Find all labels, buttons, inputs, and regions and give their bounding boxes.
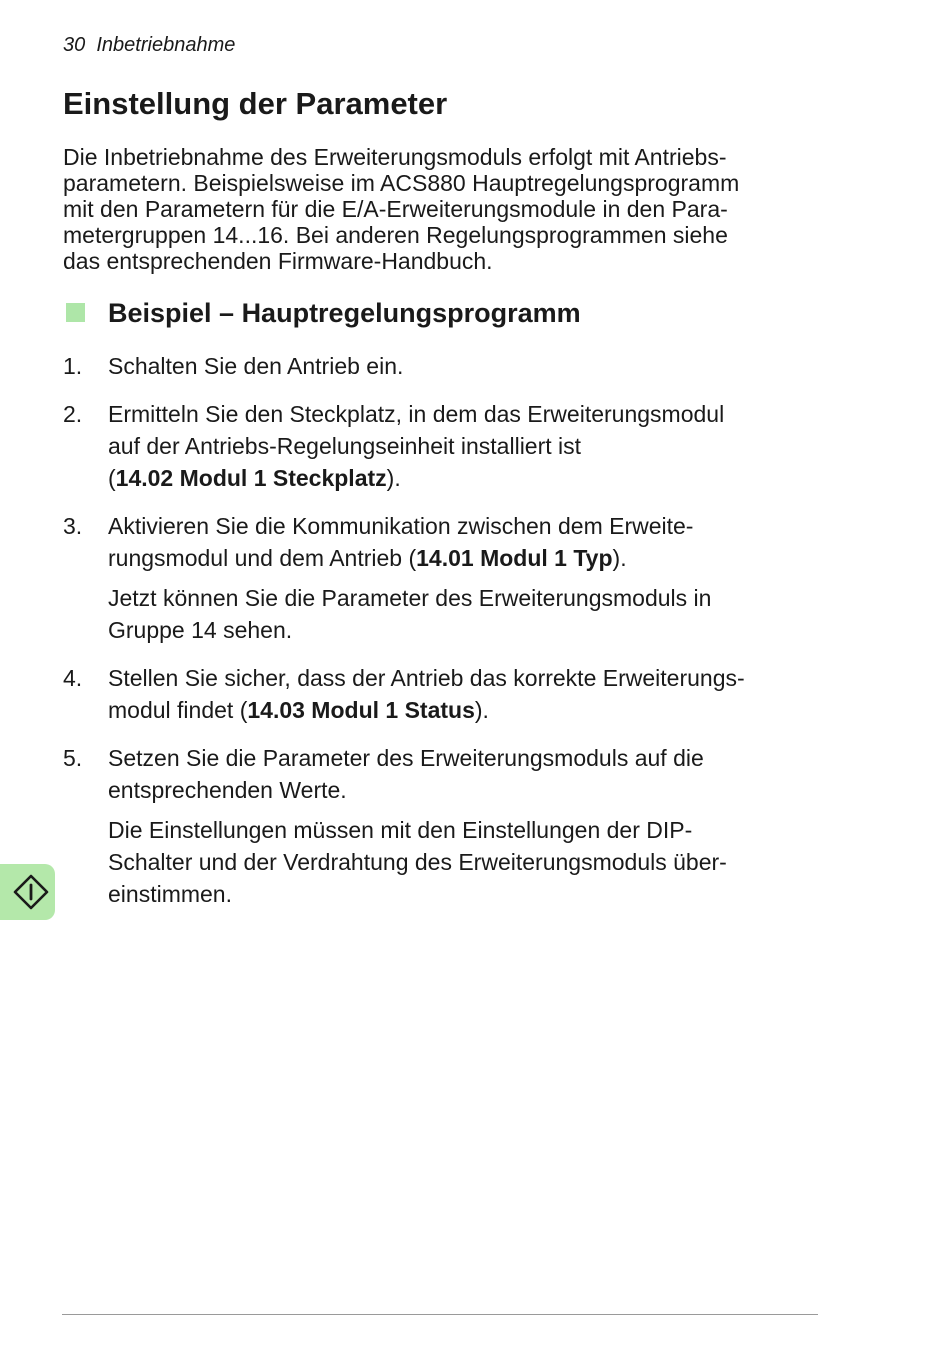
step-number: 2. bbox=[63, 401, 83, 427]
step-text: Stellen Sie sicher, dass der Antrieb das korrekte Erweiterungs- bbox=[108, 665, 745, 691]
start-up-icon bbox=[13, 874, 49, 910]
running-header bbox=[63, 34, 235, 57]
step-text bbox=[108, 462, 401, 494]
intro-line: metergruppen 14...16. Bei anderen Regelungsprogrammen siehe bbox=[63, 222, 728, 248]
parameter-reference: 14.02 Modul 1 Steckplatz bbox=[115, 465, 387, 491]
step-number: 5. bbox=[63, 745, 83, 771]
intro-line: parametern. Beispielsweise im ACS880 Hauptregelungsprogramm bbox=[63, 170, 740, 196]
subsection-marker bbox=[66, 303, 85, 322]
step-text: entsprechenden Werte. bbox=[108, 777, 347, 803]
step-text bbox=[108, 542, 627, 574]
intro-line: Die Inbetriebnahme des Erweiterungsmoduls erfolgt mit Antriebs- bbox=[63, 144, 727, 170]
parameter-reference: 14.01 Modul 1 Typ bbox=[416, 545, 613, 571]
step-text-fragment: ( bbox=[108, 465, 116, 491]
intro-line: das entsprechenden Firmware-Handbuch. bbox=[63, 248, 493, 274]
step-note: Jetzt können Sie die Parameter des Erweiterungsmoduls in bbox=[108, 585, 712, 611]
step-note: einstimmen. bbox=[108, 881, 232, 907]
step-note: Gruppe 14 sehen. bbox=[108, 617, 293, 643]
step-text: Schalten Sie den Antrieb ein. bbox=[108, 353, 404, 379]
step-text-fragment: modul findet ( bbox=[108, 697, 248, 723]
step-number: 1. bbox=[63, 353, 83, 379]
section-title: Einstellung der Parameter bbox=[63, 86, 448, 121]
step-text: auf der Antriebs-Regelungseinheit installiert ist bbox=[108, 433, 582, 459]
step-text: Ermitteln Sie den Steckplatz, in dem das Erweiterungsmodul bbox=[108, 401, 725, 427]
footer-divider bbox=[62, 1314, 818, 1315]
step-text-fragment: ). bbox=[612, 545, 627, 571]
step-text: Aktivieren Sie die Kommunikation zwischen dem Erweite- bbox=[108, 513, 694, 539]
step-number: 4. bbox=[63, 665, 83, 691]
parameter-reference: 14.03 Modul 1 Status bbox=[247, 697, 475, 723]
page-number: 30 bbox=[63, 34, 86, 56]
step-text: Setzen Sie die Parameter des Erweiterungsmoduls auf die bbox=[108, 745, 704, 771]
intro-line: mit den Parametern für die E/A-Erweiterungsmodule in den Para- bbox=[63, 196, 728, 222]
step-note: Schalter und der Verdrahtung des Erweiterungsmoduls über- bbox=[108, 849, 727, 875]
chapter-title: Inbetriebnahme bbox=[96, 34, 236, 56]
step-number: 3. bbox=[63, 513, 83, 539]
subsection-title: Beispiel – Hauptregelungsprogramm bbox=[108, 298, 581, 328]
step-text-fragment: ). bbox=[474, 697, 489, 723]
step-text-fragment: ). bbox=[386, 465, 401, 491]
step-text bbox=[108, 694, 489, 726]
step-note: Die Einstellungen müssen mit den Einstellungen der DIP- bbox=[108, 817, 693, 843]
step-text-fragment: rungsmodul und dem Antrieb ( bbox=[108, 545, 417, 571]
side-tab bbox=[0, 864, 55, 920]
